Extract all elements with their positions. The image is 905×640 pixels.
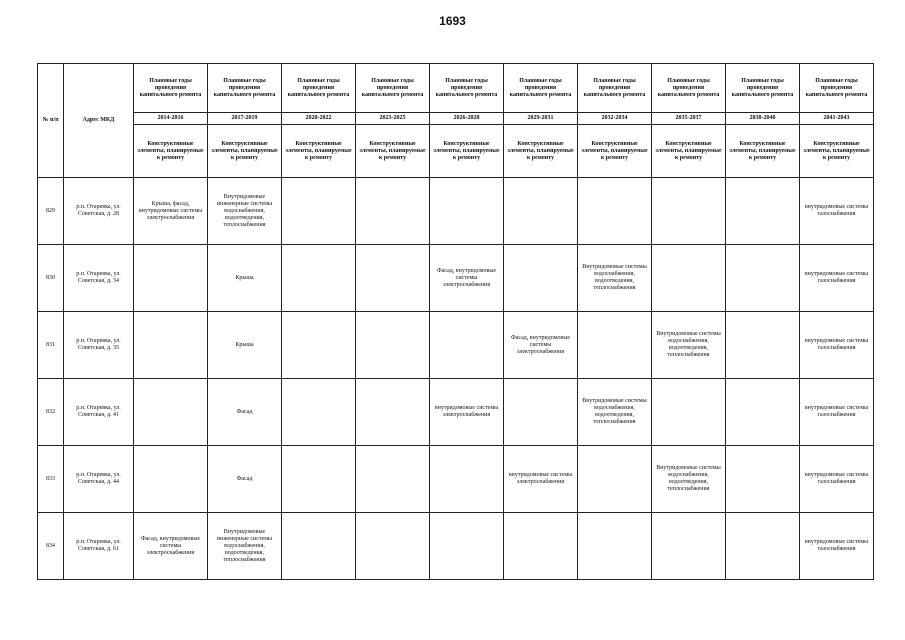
row-cell <box>356 312 430 379</box>
elements-title-cell: Конструктивные элементы, планируемые к ремонту <box>356 125 430 178</box>
row-number: 832 <box>38 379 64 446</box>
period-title-row <box>38 64 874 113</box>
row-cell <box>652 513 726 580</box>
table-row <box>38 312 874 379</box>
row-cell: Внутридомовые инженерные системы водоснабжения, водоотведения, теплоснабжения <box>208 178 282 245</box>
row-cell <box>282 446 356 513</box>
row-cell: внутридомовые системы газоснабжения <box>800 245 874 312</box>
period-title-cell: Плановые годы проведения капитального ремонта <box>430 64 504 113</box>
table-row <box>38 178 874 245</box>
row-cell: внутридомовые системы электроснабжения <box>504 446 578 513</box>
row-cell: Фасад <box>208 446 282 513</box>
table-row <box>38 513 874 580</box>
row-cell <box>282 379 356 446</box>
row-cell: внутридомовые системы газоснабжения <box>800 513 874 580</box>
row-cell <box>504 245 578 312</box>
row-address: р.п. Отаревка, ул. Советская, д. 41 <box>64 379 134 446</box>
row-number: 834 <box>38 513 64 580</box>
period-title-cell: Плановые годы проведения капитального ремонта <box>208 64 282 113</box>
row-cell <box>726 245 800 312</box>
row-cell: внутридомовые системы газоснабжения <box>800 446 874 513</box>
row-cell <box>726 312 800 379</box>
row-cell <box>356 178 430 245</box>
elements-title-cell: Конструктивные элементы, планируемые к ремонту <box>208 125 282 178</box>
row-cell <box>282 245 356 312</box>
row-cell <box>578 513 652 580</box>
row-cell <box>726 513 800 580</box>
row-cell <box>430 178 504 245</box>
row-cell <box>726 379 800 446</box>
period-years-cell: 2023-2025 <box>356 113 430 125</box>
table-row <box>38 379 874 446</box>
row-cell: внутридомовые системы электроснабжения <box>430 379 504 446</box>
period-years-cell: 2035-2037 <box>652 113 726 125</box>
elements-title-row <box>38 125 874 178</box>
row-cell: Крыша <box>208 245 282 312</box>
period-years-cell: 2038-2040 <box>726 113 800 125</box>
period-years-cell: 2026-2028 <box>430 113 504 125</box>
period-title-cell: Плановые годы проведения капитального ремонта <box>800 64 874 113</box>
row-cell <box>282 513 356 580</box>
row-cell <box>356 446 430 513</box>
row-number: 831 <box>38 312 64 379</box>
period-years-cell: 2014-2016 <box>134 113 208 125</box>
row-cell <box>726 178 800 245</box>
row-cell: Внутридомовые системы водоснабжения, водоотведения, теплоснабжения <box>652 312 726 379</box>
col-number-header: № п/п <box>38 64 64 178</box>
row-cell: Фасад, внутридомовые системы электроснабжения <box>430 245 504 312</box>
elements-title-cell: Конструктивные элементы, планируемые к ремонту <box>652 125 726 178</box>
elements-title-cell: Конструктивные элементы, планируемые к ремонту <box>504 125 578 178</box>
row-cell <box>134 245 208 312</box>
row-cell <box>578 312 652 379</box>
row-address: р.п. Отаревка, ул. Советская, д. 28 <box>64 178 134 245</box>
row-cell <box>430 312 504 379</box>
elements-title-cell: Конструктивные элементы, планируемые к ремонту <box>726 125 800 178</box>
period-title-cell: Плановые годы проведения капитального ремонта <box>134 64 208 113</box>
row-cell <box>282 178 356 245</box>
period-years-cell: 2017-2019 <box>208 113 282 125</box>
row-cell: внутридомовые системы газоснабжения <box>800 178 874 245</box>
row-cell <box>134 312 208 379</box>
row-cell: Фасад, внутридомовые системы электроснабжения <box>134 513 208 580</box>
row-cell <box>578 446 652 513</box>
row-number: 830 <box>38 245 64 312</box>
row-address: р.п. Отаревка, ул. Советская, д. 35 <box>64 312 134 379</box>
elements-title-cell: Конструктивные элементы, планируемые к ремонту <box>282 125 356 178</box>
row-cell <box>282 312 356 379</box>
row-cell <box>578 178 652 245</box>
col-address-header: Адрес МКД <box>64 64 134 178</box>
row-cell <box>356 513 430 580</box>
row-address: р.п. Отаревка, ул. Советская, д. 44 <box>64 446 134 513</box>
row-number: 829 <box>38 178 64 245</box>
period-years-cell: 2029-2031 <box>504 113 578 125</box>
row-cell <box>430 446 504 513</box>
row-cell: Крыша <box>208 312 282 379</box>
row-cell <box>504 178 578 245</box>
period-title-cell: Плановые годы проведения капитального ремонта <box>652 64 726 113</box>
row-number: 833 <box>38 446 64 513</box>
period-years-cell: 2041-2043 <box>800 113 874 125</box>
row-cell: Фасад <box>208 379 282 446</box>
period-title-cell: Плановые годы проведения капитального ремонта <box>504 64 578 113</box>
page-number: 1693 <box>439 14 466 28</box>
row-cell <box>504 513 578 580</box>
row-cell: Внутридомовые системы водоснабжения, водоотведения, теплоснабжения <box>578 379 652 446</box>
row-cell: Внутридомовые системы водоснабжения, водоотведения, теплоснабжения <box>578 245 652 312</box>
period-title-cell: Плановые годы проведения капитального ремонта <box>726 64 800 113</box>
row-cell <box>504 379 578 446</box>
row-cell: Внутридомовые инженерные системы водоснабжения, водоотведения, теплоснабжения <box>208 513 282 580</box>
row-address: р.п. Отаревка, ул. Советская, д. 61 <box>64 513 134 580</box>
row-cell <box>652 178 726 245</box>
period-years-cell: 2032-2034 <box>578 113 652 125</box>
period-title-cell: Плановые годы проведения капитального ремонта <box>282 64 356 113</box>
row-address: р.п. Отаревка, ул. Советская, д. 34 <box>64 245 134 312</box>
row-cell <box>652 379 726 446</box>
row-cell <box>356 379 430 446</box>
table-row <box>38 245 874 312</box>
row-cell <box>134 446 208 513</box>
elements-title-cell: Конструктивные элементы, планируемые к ремонту <box>134 125 208 178</box>
row-cell: Крыша, фасад, внутридомовые системы электроснабжения <box>134 178 208 245</box>
row-cell <box>652 245 726 312</box>
repair-schedule-table <box>37 63 874 580</box>
row-cell: внутридомовые системы газоснабжения <box>800 312 874 379</box>
elements-title-cell: Конструктивные элементы, планируемые к ремонту <box>578 125 652 178</box>
period-years-cell: 2020-2022 <box>282 113 356 125</box>
elements-title-cell: Конструктивные элементы, планируемые к ремонту <box>800 125 874 178</box>
row-cell: Внутридомовые системы водоснабжения, водоотведения, теплоснабжения <box>652 446 726 513</box>
period-years-row <box>38 113 874 125</box>
row-cell: внутридомовые системы газоснабжения <box>800 379 874 446</box>
table-row <box>38 446 874 513</box>
elements-title-cell: Конструктивные элементы, планируемые к ремонту <box>430 125 504 178</box>
row-cell <box>356 245 430 312</box>
row-cell <box>726 446 800 513</box>
period-title-cell: Плановые годы проведения капитального ремонта <box>578 64 652 113</box>
row-cell: Фасад, внутридомовые системы электроснабжения <box>504 312 578 379</box>
period-title-cell: Плановые годы проведения капитального ремонта <box>356 64 430 113</box>
row-cell <box>430 513 504 580</box>
row-cell <box>134 379 208 446</box>
